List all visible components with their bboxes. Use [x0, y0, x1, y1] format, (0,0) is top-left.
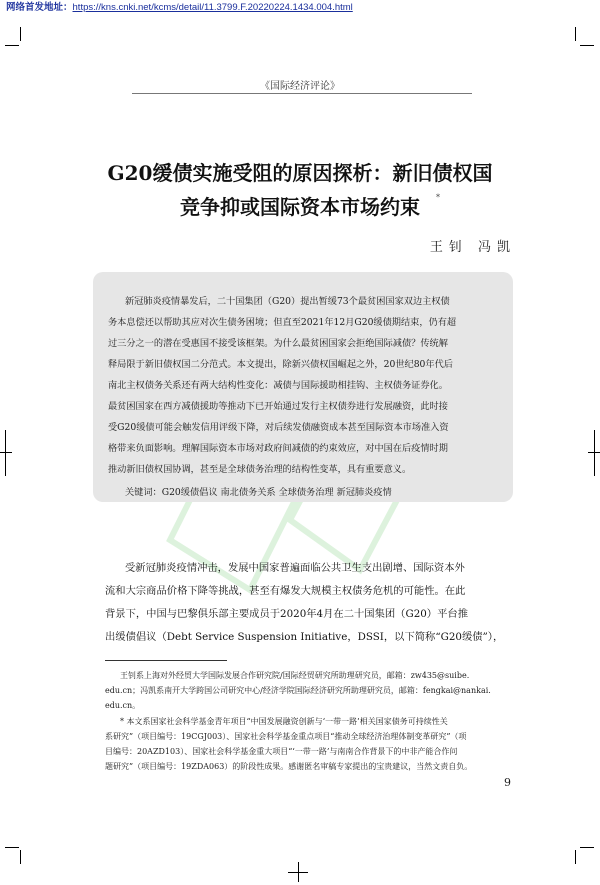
- paper-title-line-1: G20缓债实施受阻的原因探析：新旧债权国: [107, 161, 493, 185]
- online-first-url-link[interactable]: https://kns.cnki.net/kcms/detail/11.3799.F.20220224.1434.004.html: [72, 2, 353, 13]
- footnote-line: 系研究”（项目编号：19CGJ003）、国家社会科学基金重点项目“推动全球经济治理体制变革研究”（项: [105, 732, 467, 741]
- footnote-line: edu.cn；冯凯系南开大学跨国公司研究中心/经济学院国际经济研究所助理研究员，邮箱：fengkai@nankai.: [105, 686, 491, 695]
- registration-mark: [288, 872, 308, 873]
- abstract-line: 南北主权债务关系还有两大结构性变化：减债与国际援助相挂钩、主权债务证券化。: [108, 380, 448, 391]
- online-first-label: 网络首发地址：: [6, 2, 73, 13]
- body-text-line: 受新冠肺炎疫情冲击，发展中国家普遍面临公共卫生支出剧增、国际资本外: [125, 562, 465, 574]
- journal-divider: [132, 93, 472, 94]
- crop-mark: [575, 27, 576, 41]
- online-first-header: [0, 0, 600, 15]
- abstract-line: 推动新旧债权国协调，甚至是全球债务治理的结构性变革，具有重要意义。: [108, 464, 412, 475]
- paper-title-line-2: 竞争抑或国际资本市场约束: [180, 195, 420, 219]
- journal-name: 《国际经济评论》: [260, 81, 340, 92]
- title-footnote-marker: *: [436, 193, 440, 202]
- crop-mark: [20, 850, 21, 864]
- abstract-line: 释局限于新旧债权国二分范式。本文提出，除新兴债权国崛起之外，20世纪80年代后: [108, 359, 453, 370]
- registration-mark: [594, 430, 595, 476]
- footnote-rule: [105, 660, 227, 661]
- footnote-line: 王钊系上海对外经贸大学国际发展合作研究院/国际经贸研究所助理研究员，邮箱：zw435@suibe.: [120, 671, 470, 680]
- page-number: 9: [504, 776, 511, 789]
- keywords: 关键词：G20缓债倡议 南北债务关系 全球债务治理 新冠肺炎疫情: [125, 487, 392, 498]
- footnote-line: * 本文系国家社会科学基金青年项目“中国发展融资创新与‘一带一路’相关国家债务可持续性关: [120, 717, 448, 726]
- body-text-line: 背景下，中国与巴黎俱乐部主要成员于2020年4月在二十国集团（G20）平台推: [105, 608, 468, 620]
- footnote-line: 题研究”（项目编号：19ZDA063）的阶段性成果。感谢匿名审稿专家提出的宝贵建议，当然文责自负。: [105, 762, 473, 771]
- crop-mark: [5, 45, 19, 46]
- crop-mark: [5, 847, 19, 848]
- abstract-line: 最贫困国家在西方减债援助等推动下已开始通过发行主权债券进行发展融资，此时接: [108, 401, 448, 412]
- abstract-line: 过三分之一的潜在受惠国不接受该框架。为什么最贫困国家会拒绝国际减债？传统解: [108, 338, 448, 349]
- registration-mark: [5, 430, 6, 476]
- footnote-line: 目编号：20AZD103）、国家社会科学基金重大项目“‘一带一路’与南南合作背景下的中非产能合作问: [105, 747, 458, 756]
- crop-mark: [580, 45, 594, 46]
- registration-mark: [588, 452, 600, 453]
- authors: 王钊 冯凯: [429, 240, 516, 255]
- footnote-line: edu.cn。: [105, 701, 141, 710]
- body-text-line: 出缓债倡议（Debt Service Suspension Initiative，DSSI，以下简称“G20缓债”），: [105, 631, 504, 643]
- abstract-line: 格带来负面影响。理解国际资本市场对政府间减债的约束效应，对中国在后疫情时期: [108, 443, 448, 454]
- abstract-line: 受G20缓债可能会触发信用评级下降，对后续发债融资成本甚至国际资本市场准入资: [108, 422, 449, 433]
- abstract-line: 新冠肺炎疫情暴发后，二十国集团（G20）提出暂缓73个最贫困国家双边主权债: [125, 296, 450, 307]
- body-text-line: 流和大宗商品价格下降等挑战，甚至有爆发大规模主权债务危机的可能性。在此: [105, 585, 466, 597]
- crop-mark: [575, 850, 576, 864]
- crop-mark: [20, 27, 21, 41]
- crop-mark: [580, 847, 594, 848]
- registration-mark: [0, 452, 12, 453]
- abstract-line: 务本息偿还以帮助其应对次生债务困境；但直至2021年12月G20缓债期结束，仍有超: [108, 317, 457, 328]
